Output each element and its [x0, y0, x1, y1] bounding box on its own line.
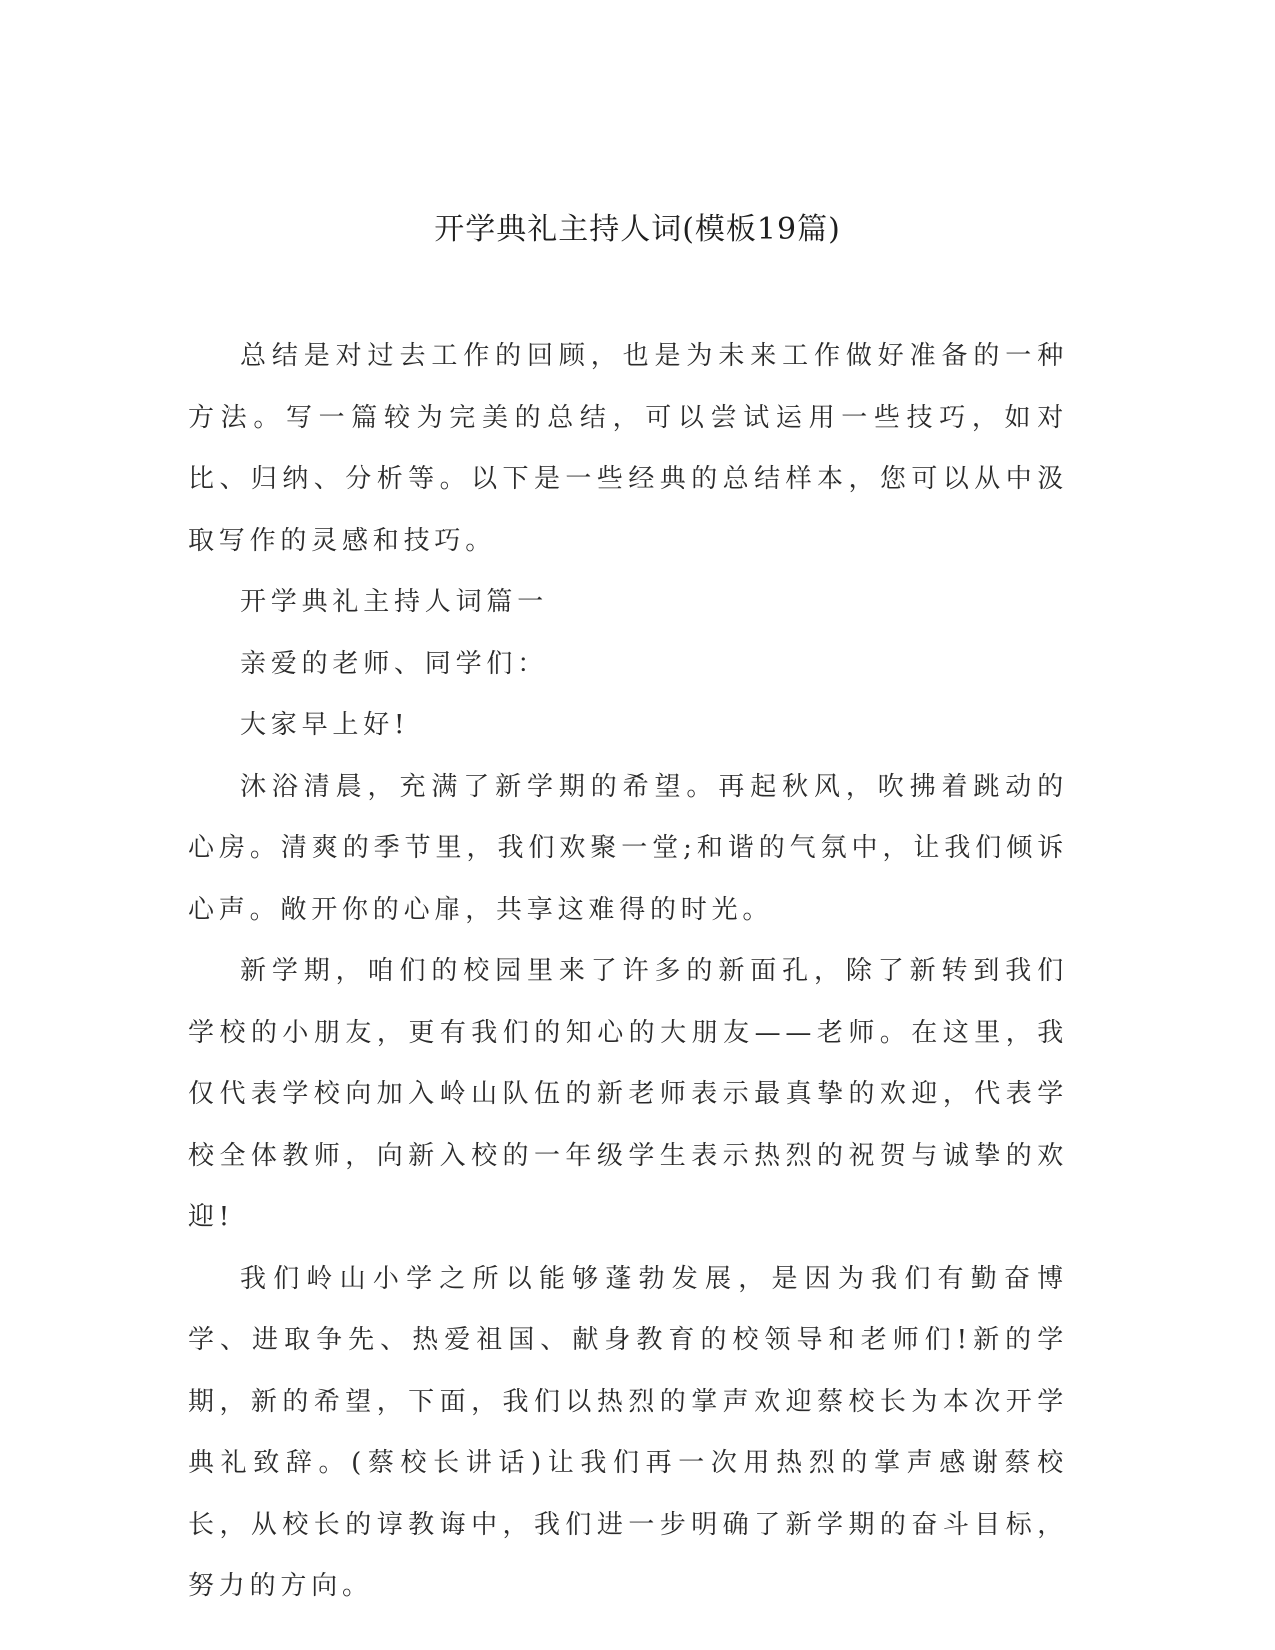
section-heading: 开学典礼主持人词篇一: [240, 587, 549, 617]
paragraph-morning: 沐浴清晨，充满了新学期的希望。再起秋风，吹拂着跳动的心房。清爽的季节里，我们欢聚一堂;和谐的气氛中，让我们倾诉心声。敞开你的心扉，共享这难得的时光。: [188, 771, 1068, 925]
paragraph-greeting: 大家早上好!: [240, 710, 410, 740]
document-body: [188, 326, 1068, 1618]
paragraph-principal: 我们岭山小学之所以能够蓬勃发展，是因为我们有勤奋博学、进取争先、热爱祖国、献身教育的校领导和老师们!新的学期，新的希望，下面，我们以热烈的掌声欢迎蔡校长为本次开学典礼致辞。(蔡校长讲话)让我们再一次用热烈的掌声感谢蔡校长，从校长的谆教诲中，我们进一步明确了新学期的奋斗目标，努力的方向。: [188, 1263, 1068, 1601]
document-title: 开学典礼主持人词(模板19篇): [434, 212, 841, 247]
paragraph-salutation: 亲爱的老师、同学们：: [240, 648, 549, 679]
paragraph-intro: 总结是对过去工作的回顾，也是为未来工作做好准备的一种方法。写一篇较为完美的总结，可以尝试运用一些技巧，如对比、归纳、分析等。以下是一些经典的总结样本，您可以从中汲取写作的灵感和技巧。: [188, 341, 1068, 556]
paragraph-new-faces: 新学期，咱们的校园里来了许多的新面孔，除了新转到我们学校的小朋友，更有我们的知心的大朋友——老师。在这里，我仅代表学校向加入岭山队伍的新老师表示最真挚的欢迎，代表学校全体教师，向新入校的一年级学生表示热烈的祝贺与诚挚的欢迎!: [188, 956, 1068, 1232]
